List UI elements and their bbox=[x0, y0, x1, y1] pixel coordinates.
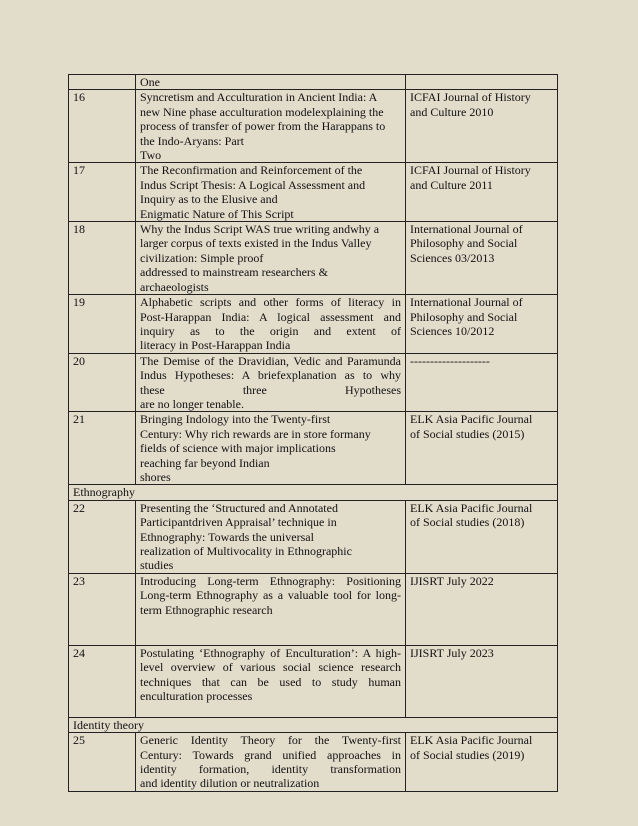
text-line: Participantdriven Appraisal’ technique in bbox=[140, 515, 337, 530]
entry-number: 25 bbox=[69, 733, 136, 792]
publication-venue bbox=[406, 353, 558, 412]
text-line: Indus Script Thesis: A Logical Assessment and bbox=[140, 177, 366, 192]
entry-number: 18 bbox=[69, 222, 136, 295]
text-line: Century: Towards grand unified approaches in bbox=[140, 747, 401, 762]
table-row bbox=[69, 733, 558, 792]
entry-number: 19 bbox=[69, 295, 136, 354]
text-line: Enigmatic Nature of This Script bbox=[140, 206, 294, 221]
publication-title bbox=[136, 90, 406, 163]
publication-title bbox=[136, 573, 406, 645]
text-line: Introducing Long-term Ethnography: Positioning bbox=[140, 573, 401, 588]
text-line: Postulating ‘Ethnography of Enculturation’: A high- bbox=[140, 645, 401, 660]
section-heading: Identity theory bbox=[69, 717, 558, 732]
publication-title bbox=[136, 163, 406, 222]
table-row bbox=[69, 500, 558, 573]
publication-title bbox=[136, 412, 406, 485]
text-line: International Journal of bbox=[410, 222, 523, 237]
text-line: realization of Multivocality in Ethnographic bbox=[140, 544, 352, 558]
text-line: these three Hypotheses bbox=[140, 382, 401, 397]
entry-number: 20 bbox=[69, 353, 136, 412]
entry-number bbox=[69, 75, 136, 90]
text-line: The Reconfirmation and Reinforcement of the bbox=[140, 163, 363, 178]
text-line: Two bbox=[140, 148, 162, 163]
text-line: ELK Asia Pacific Journal bbox=[410, 412, 533, 427]
text-line: Philosophy and Social bbox=[410, 236, 518, 251]
text-line: of Social studies (2019) bbox=[410, 747, 525, 762]
publication-title bbox=[136, 222, 406, 295]
text-line: Sciences 03/2013 bbox=[410, 250, 495, 265]
text-line: of Social studies (2015) bbox=[410, 426, 525, 441]
entry-number: 24 bbox=[69, 645, 136, 717]
text-line: IJISRT July 2023 bbox=[410, 645, 494, 660]
publication-venue bbox=[406, 412, 558, 485]
section-heading: Ethnography bbox=[69, 485, 558, 500]
table-row bbox=[69, 645, 558, 717]
text-line: of Social studies (2018) bbox=[410, 515, 525, 530]
table-row bbox=[69, 163, 558, 222]
text-line: -------------------- bbox=[410, 353, 490, 368]
text-line: International Journal of bbox=[410, 295, 523, 310]
table-row bbox=[69, 75, 558, 90]
text-line: reaching far beyond Indian bbox=[140, 455, 270, 470]
publication-title bbox=[136, 353, 406, 412]
publication-venue bbox=[406, 75, 558, 90]
publication-title bbox=[136, 75, 406, 90]
section-row bbox=[69, 485, 558, 500]
text-line: studies bbox=[140, 558, 174, 573]
table-row bbox=[69, 573, 558, 645]
text-line: Bringing Indology into the Twenty-first bbox=[140, 412, 331, 427]
text-line: IJISRT July 2022 bbox=[410, 573, 494, 588]
entry-number: 22 bbox=[69, 500, 136, 573]
publication-title bbox=[136, 733, 406, 792]
text-line: and identity dilution or neutralization bbox=[140, 776, 320, 791]
text-line: are no longer tenable. bbox=[140, 396, 244, 411]
text-line: inquiry as to the origin and extent of bbox=[140, 323, 401, 338]
text-line: ELK Asia Pacific Journal bbox=[410, 733, 533, 748]
publication-venue bbox=[406, 645, 558, 717]
text-line: shores bbox=[140, 469, 171, 484]
entry-number: 21 bbox=[69, 412, 136, 485]
text-line: Generic Identity Theory for the Twenty-first bbox=[140, 733, 401, 748]
text-line: addressed to mainstream researchers & bbox=[140, 265, 328, 280]
entry-number: 16 bbox=[69, 90, 136, 163]
text-line: Century: Why rich rewards are in store formany bbox=[140, 426, 371, 441]
text-line: Alphabetic scripts and other forms of literacy in bbox=[140, 295, 401, 310]
text-line: the Indo-Aryans: Part bbox=[140, 133, 244, 148]
publications-table bbox=[68, 74, 558, 792]
text-line: enculturation processes bbox=[140, 689, 253, 704]
text-line: Presenting the ‘Structured and Annotated bbox=[140, 500, 338, 515]
publication-title bbox=[136, 645, 406, 717]
publication-title bbox=[136, 500, 406, 573]
text-line: Post-Harappan India: A logical assessment and bbox=[140, 309, 401, 324]
text-line: larger corpus of texts existed in the Indus Valley bbox=[140, 236, 372, 251]
text-line: Why the Indus Script WAS true writing andwhy a bbox=[140, 222, 380, 237]
table-row bbox=[69, 353, 558, 412]
text-line: process of transfer of power from the Harappans to bbox=[140, 119, 386, 134]
text-line: One bbox=[140, 75, 160, 89]
table-row bbox=[69, 90, 558, 163]
section-row bbox=[69, 717, 558, 732]
text-line: Inquiry as to the Elusive and bbox=[140, 192, 278, 207]
text-line: Sciences 10/2012 bbox=[410, 323, 495, 338]
text-line: archaeologists bbox=[140, 279, 209, 294]
publication-venue bbox=[406, 500, 558, 573]
text-line: ELK Asia Pacific Journal bbox=[410, 500, 533, 515]
text-line: techniques that can be used to study human bbox=[140, 674, 401, 689]
text-line: and Culture 2011 bbox=[410, 177, 493, 192]
entry-number: 17 bbox=[69, 163, 136, 222]
text-line: ICFAI Journal of History bbox=[410, 163, 531, 178]
publication-title bbox=[136, 295, 406, 354]
text-line: identity formation, identity transformation bbox=[140, 762, 401, 777]
text-line: fields of science with major implications bbox=[140, 441, 336, 456]
text-line: Long-term Ethnography as a valuable tool for long- bbox=[140, 588, 401, 603]
text-line: Ethnography: Towards the universal bbox=[140, 529, 314, 544]
text-line: literacy in Post-Harappan India bbox=[140, 338, 291, 353]
text-line: and Culture 2010 bbox=[410, 104, 494, 119]
table-row bbox=[69, 295, 558, 354]
publication-venue bbox=[406, 90, 558, 163]
text-line: term Ethnographic research bbox=[140, 602, 273, 617]
text-line: civilization: Simple proof bbox=[140, 250, 264, 265]
publications-table-body bbox=[69, 75, 558, 792]
text-line: Philosophy and Social bbox=[410, 309, 518, 324]
publication-venue bbox=[406, 573, 558, 645]
text-line: level overview of various social science research bbox=[140, 660, 401, 675]
text-line: new Nine phase acculturation modelexplaining the bbox=[140, 104, 384, 119]
publication-venue bbox=[406, 163, 558, 222]
publication-venue bbox=[406, 733, 558, 792]
publication-venue bbox=[406, 295, 558, 354]
table-row bbox=[69, 222, 558, 295]
text-line: The Demise of the Dravidian, Vedic and Paramunda bbox=[140, 353, 401, 368]
text-line: Syncretism and Acculturation in Ancient India: A bbox=[140, 90, 378, 105]
entry-number: 23 bbox=[69, 573, 136, 645]
table-row bbox=[69, 412, 558, 485]
publication-venue bbox=[406, 222, 558, 295]
text-line: ICFAI Journal of History bbox=[410, 90, 531, 105]
text-line: Indus Hypotheses: A briefexplanation as to why bbox=[140, 368, 401, 383]
